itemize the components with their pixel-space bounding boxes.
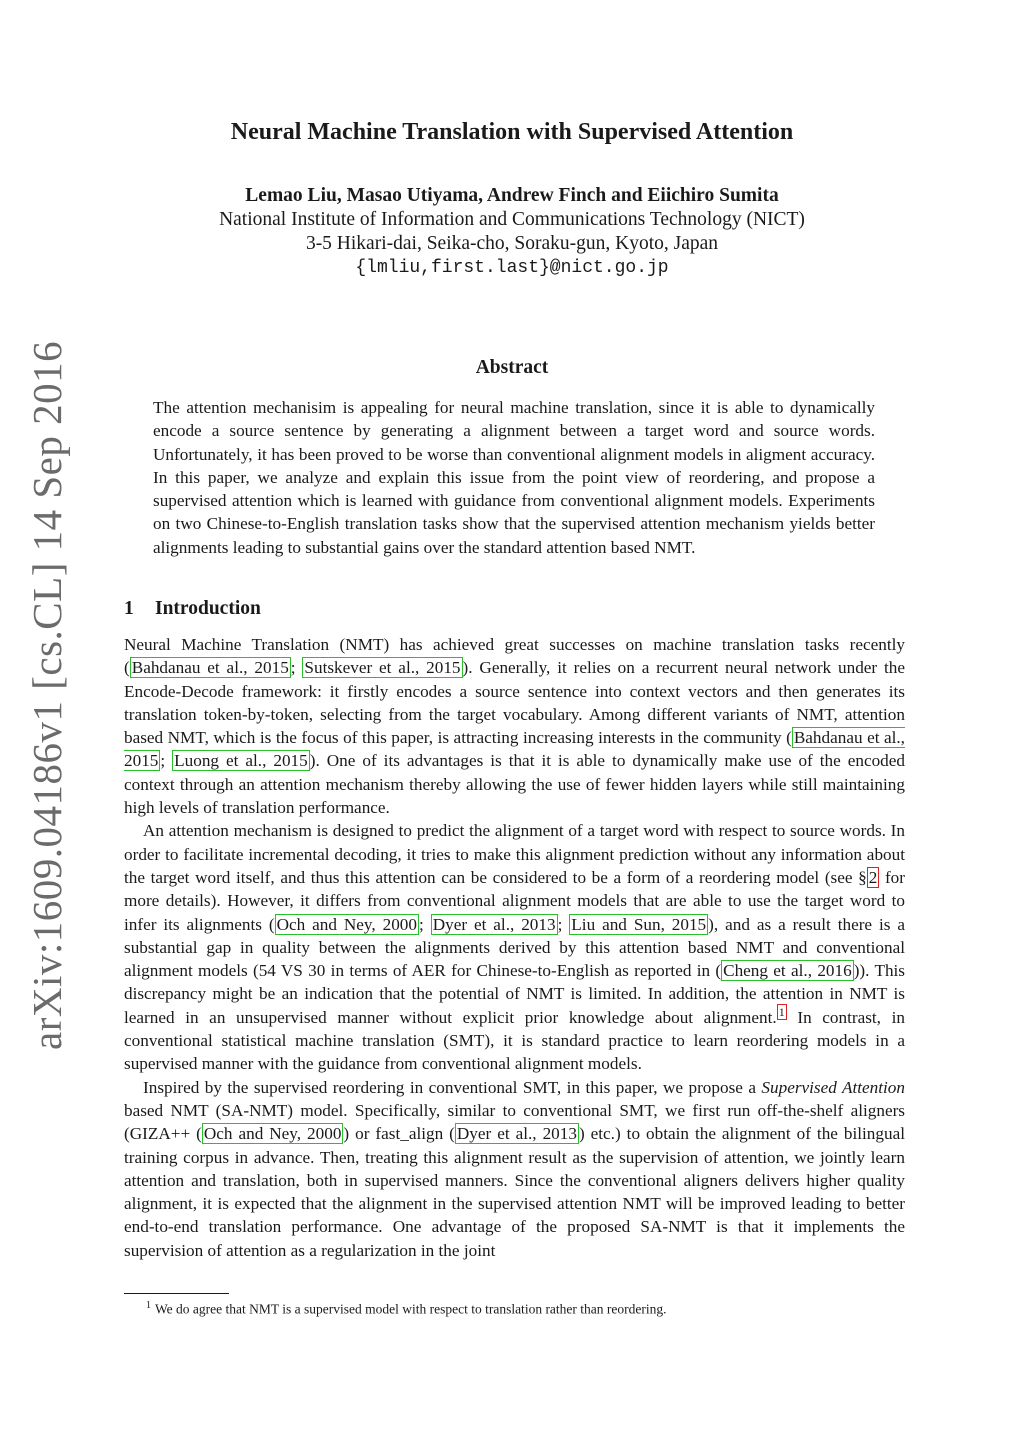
section-ref-link[interactable]: 2 — [868, 867, 878, 887]
citation-link[interactable]: Liu and Sun, 2015 — [571, 914, 707, 934]
citation-link[interactable]: Och and Ney, 2000 — [203, 1124, 342, 1144]
citation-link[interactable]: Bahdanau et al., 2015 — [124, 728, 905, 771]
footnote-divider — [124, 1293, 229, 1294]
text-run: ; — [160, 751, 173, 771]
citation-link[interactable]: Cheng et al., 2016 — [723, 961, 852, 981]
text-run: based NMT (SA-NMT) model. Specifically, similar to conventional SMT, we first run off-the-shelf aligners (GIZA++ ( — [124, 1100, 905, 1144]
citation-link[interactable]: Bahdanau et al., 2015 — [131, 658, 289, 678]
author-block — [0, 184, 1024, 280]
text-run: ). One of its advantages is that it is able to dynamically make use of the encoded context through an attention mechanism thereby allowing the use of fewer hidden layers while still maintaining high levels of translation performance. — [124, 751, 905, 818]
text-run: ; — [419, 914, 431, 934]
author-email: {lmliu,first.last}@nict.go.jp — [355, 258, 669, 278]
text-run: ), and as a result there is a substantial gap in quality between the alignments derived by this attention based NMT and conventional alignment models (54 VS 30 in terms of AER for Chinese-to-English as reported in ( — [124, 914, 905, 981]
text-run: In contrast, in conventional statistical machine translation (SMT), it is standard practice to learn reordering models in a supervised manner with the guidance from conventional alignment models. — [124, 1007, 905, 1074]
body-text — [124, 633, 905, 1262]
author-names: Lemao Liu, Masao Utiyama, Andrew Finch and Eiichiro Sumita — [245, 185, 779, 206]
text-run: )). This discrepancy might be an indication that the potential of NMT is limited. In addition, the attention in NMT is learned in an unsupervised manner without explicit prior knowledge about alignment. — [124, 961, 905, 1027]
text-run: ) etc.) to obtain the alignment of the bilingual training corpus in advance. Then, treating this alignment result as the supervision of attention, we jointly learn attention and translation, both in supervised manners. Since the conventional aligners delivers higher quality alignment, it is expected that the alignment in the supervised attention NMT will be improved leading to better end-to-end translation performance. One advantage of the proposed SA-NMT is that it implements the supervision of attention as a regularization in the joint — [124, 1124, 905, 1260]
paragraph-1 — [124, 633, 905, 819]
text-run: ; — [290, 658, 303, 678]
abstract-heading: Abstract — [475, 357, 549, 378]
section-title: Introduction — [155, 598, 261, 619]
citation-link[interactable]: Dyer et al., 2013 — [456, 1124, 577, 1144]
citation-link[interactable]: Sutskever et al., 2015 — [304, 658, 461, 678]
footnote-mark: 1 — [146, 1300, 151, 1311]
abstract-text: The attention mechanisim is appealing for neural machine translation, since it is able to dynamically encode a source sentence by generating a alignment between a target word and source words. Unfortunately, it has been proved to be worse than conventional alignment models in aligment accuracy. In this paper, we analyze and explain this issue from the point view of reordering, and propose a supervised attention which is learned with guidance from conventional alignment models. Experiments on two Chinese-to-English translation tasks show that the supervised attention mechanism yields better alignments leading to substantial gains over the standard attention based NMT. — [153, 398, 875, 557]
emphasis-text: Supervised Attention — [761, 1077, 905, 1097]
text-run: ; — [557, 914, 570, 934]
text-run: An attention mechanism is designed to predict the alignment of a target word with respect to source words. In order to facilitate incremental decoding, it tries to make this alignment prediction without any information about the target word itself, and thus this attention can be considered to be a form of a reordering model (see § — [124, 821, 905, 887]
footnote — [146, 1297, 906, 1319]
paper-title: Neural Machine Translation with Supervised Attention — [230, 119, 794, 145]
paragraph-2 — [124, 819, 905, 1075]
address: 3-5 Hikari-dai, Seika-cho, Soraku-gun, Kyoto, Japan — [305, 233, 719, 254]
text-run: Neural Machine Translation (NMT) has achieved great successes on machine translation tasks recently ( — [124, 635, 905, 678]
text-run: ). Generally, it relies on a recurrent neural network under the Encode-Decode framework: it firstly encodes a source sentence into context vectors and then generates its translation token-by-token, selecting from the target vocabulary. Among different variants of NMT, attention based NMT, which is the focus of this paper, is attracting increasing interests in the community ( — [124, 658, 905, 748]
footnote-text: We do agree that NMT is a supervised model with respect to translation rather than reordering. — [155, 1301, 667, 1317]
text-run: ) or fast_align ( — [343, 1124, 455, 1144]
text-run: Inspired by the supervised reordering in conventional SMT, in this paper, we propose a — [143, 1077, 762, 1097]
citation-link[interactable]: Och and Ney, 2000 — [276, 914, 417, 934]
text-run: for more details). However, it differs from conventional alignment models that are able to use the target word to infer its alignments ( — [124, 867, 905, 934]
citation-link[interactable]: Dyer et al., 2013 — [432, 914, 556, 934]
paragraph-3 — [124, 1076, 905, 1262]
citation-link[interactable]: Luong et al., 2015 — [174, 751, 308, 771]
affiliation: National Institute of Information and Communications Technology (NICT) — [219, 209, 805, 230]
section-number: 1 — [124, 598, 134, 619]
footnote-ref-link[interactable]: 1 — [778, 1005, 785, 1020]
section-heading — [124, 597, 261, 621]
arxiv-stamp: arXiv:1609.04186v1 [cs.CL] 14 Sep 2016 — [24, 340, 70, 1050]
